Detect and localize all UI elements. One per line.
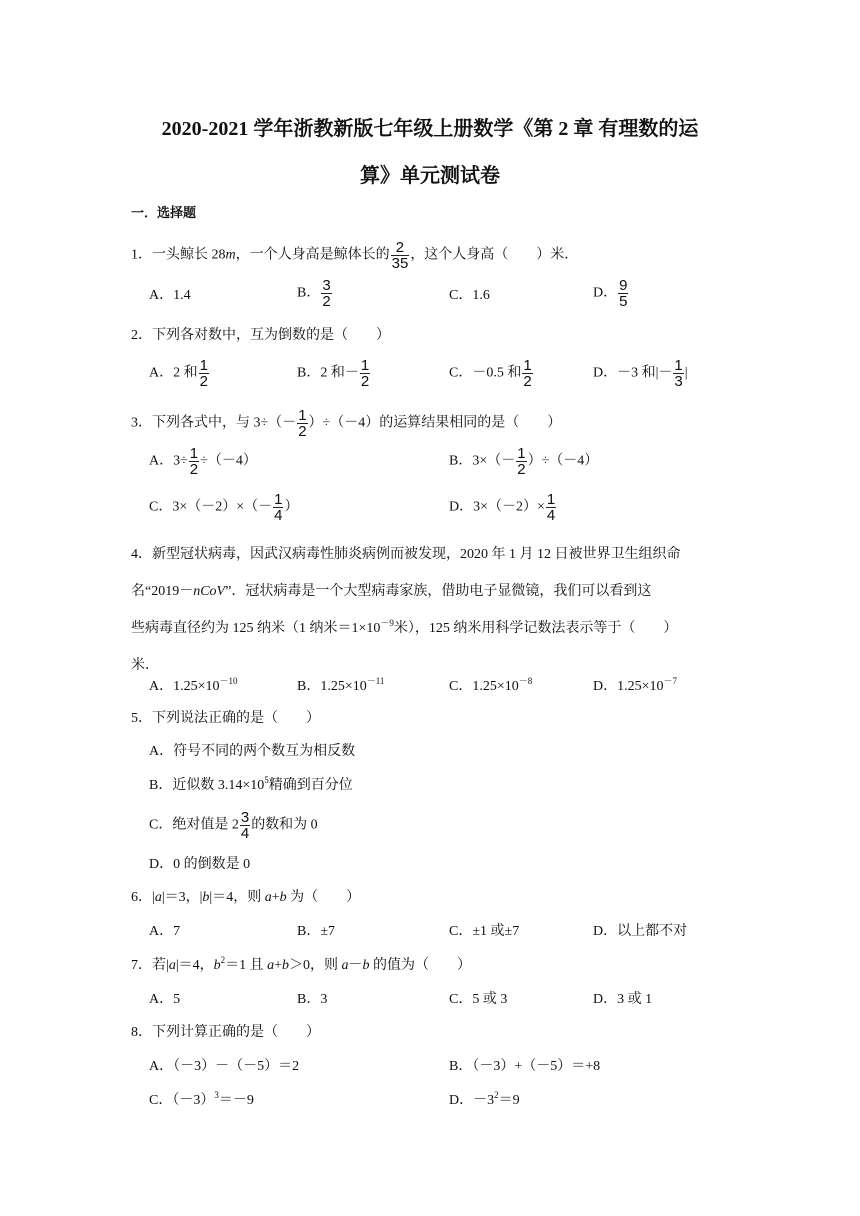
q8-option-a: A．（－3）－（－5）＝2: [149, 1059, 300, 1074]
q8-option-d: D．$-3^2=9$: [449, 1090, 520, 1108]
q7-option-c: C．5 或 3: [449, 992, 508, 1007]
fraction: $\frac{3}{2}$: [322, 277, 331, 310]
q6-option-a: A．7: [149, 924, 181, 939]
fraction: $\frac{2}{35}$: [391, 239, 409, 272]
fraction: $\frac{9}{5}$: [619, 277, 628, 310]
q1-option-d: D． $\frac{9}{5}$: [593, 277, 628, 310]
fraction: $\frac{1}{2}$: [199, 357, 208, 390]
q5-option-a: A．符号不同的两个数互为相反数: [149, 744, 356, 759]
q1-option-c: C．1.6: [449, 288, 490, 303]
fraction: $\frac{1}{2}$: [523, 357, 532, 390]
q1-option-b: B． $\frac{3}{2}$: [297, 277, 331, 310]
question-4-stem: 4．新型冠状病毒，因武汉病毒性肺炎病例而被发现，2020 年 1 月 12 日被世界卫生组织命 名“2019－nCoV”．冠状病毒是一个大型病毒家族，借助电子显微镜，我们可以看到这 些病毒直径约为 125 纳米（1 纳米$=1\times 10^{-9}$米），125 纳米用科学记数法表示等于（ ） 米．: [131, 547, 681, 673]
fraction: $\frac{1}{2}$: [298, 407, 307, 440]
q3-option-b: B．3×（－ $\frac{1}{2}$ ）÷（－4）: [449, 445, 599, 478]
q2-option-b: B．2 和－ $\frac{1}{2}$: [297, 357, 370, 390]
q4-option-d: D．$1.25\times 10^{-7}$: [593, 676, 678, 694]
fraction: $\frac{1}{2}$: [360, 357, 370, 390]
question-5-stem: 5．下列说法正确的是（ ）: [131, 711, 320, 726]
q2-option-a: A．2 和 $\frac{1}{2}$: [149, 357, 208, 390]
q3-option-d: D．3×（－2）× $\frac{1}{4}$: [449, 491, 556, 524]
fraction: $\frac{3}{4}$: [240, 809, 250, 842]
q8-option-b: B．（－3）+（－5）＝+8: [449, 1059, 601, 1074]
question-7-stem: 7．若|a|＝4，$b^2=1$ 且 a+b＞0，则 a－b 的值为（ ）: [131, 955, 472, 973]
q4-option-c: C．$1.25\times 10^{-8}$: [449, 676, 533, 694]
q1-option-a: A．1.4: [149, 288, 191, 303]
page-title: [100, 106, 760, 200]
question-2-stem: 2．下列各对数中，互为倒数的是（ ）: [131, 328, 390, 343]
q8-option-c: C．$(-3)^3=-9$: [149, 1090, 254, 1108]
title-line-2: 算》单元测试卷: [360, 165, 500, 187]
question-8-stem: 8．下列计算正确的是（ ）: [131, 1025, 320, 1040]
question-6-stem: 6．|a|＝3，|b|＝4，则 a+b 为（ ）: [131, 890, 361, 905]
q4-option-a: A．$1.25\times 10^{-10}$: [149, 676, 238, 694]
q5-option-d: D．0 的倒数是 0: [149, 857, 251, 872]
q7-option-a: A．5: [149, 992, 181, 1007]
fraction: $\frac{1}{4}$: [546, 491, 556, 524]
q7-option-b: B．3: [297, 992, 328, 1007]
fraction: $\frac{1}{2}$: [517, 445, 526, 478]
q6-option-c: C．±1 或±7: [449, 924, 520, 939]
q6-option-d: D．以上都不对: [593, 924, 688, 939]
section-heading: 一．选择题: [131, 205, 197, 220]
title-line-1: 2020-2021 学年浙教新版七年级上册数学《第 2 章 有理数的运: [161, 118, 699, 140]
q5-option-b: B．近似数 $3.14\times 10^5$精确到百分位: [149, 775, 353, 793]
q4-option-b: B．$1.25\times 10^{-11}$: [297, 676, 385, 694]
question-3-stem: 3．下列各式中，与 3÷（－ $\frac{1}{2}$ ）÷（－4）的运算结果相同的是（ ）: [131, 407, 562, 440]
q3-option-a: A．3÷ $\frac{1}{2}$ ÷（－4）: [149, 445, 257, 478]
fraction: $\frac{1}{3}$: [674, 357, 683, 390]
q2-option-d: D．－3 和|－ $\frac{1}{3}$ |: [593, 357, 688, 390]
question-1-stem: 1．一头鲸长 28m，一个人身高是鲸体长的 $\frac{2}{35}$ ，这个人身高（ ）米．: [131, 239, 579, 272]
q7-option-d: D．3 或 1: [593, 992, 653, 1007]
fraction: $\frac{1}{4}$: [274, 491, 283, 524]
fraction: $\frac{1}{2}$: [189, 445, 199, 478]
q6-option-b: B．±7: [297, 924, 336, 939]
q2-option-c: C．－0.5 和 $\frac{1}{2}$: [449, 357, 532, 390]
q5-option-c: C．绝对值是 2 $\frac{3}{4}$ 的数和为 0: [149, 809, 318, 842]
q3-option-c: C．3×（－2）×（－ $\frac{1}{4}$ ）: [149, 491, 299, 524]
